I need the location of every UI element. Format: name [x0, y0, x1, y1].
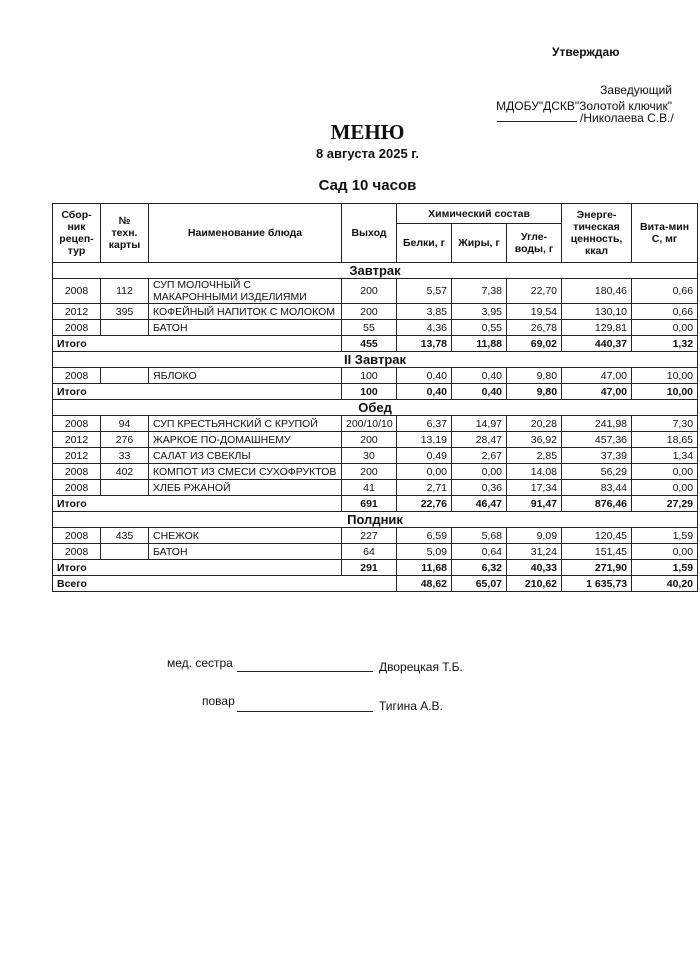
total-vitamin: 1,59: [632, 560, 698, 576]
table-row: [53, 279, 698, 304]
carbs-cell: 36,92: [507, 432, 562, 448]
yield-cell: 100: [342, 368, 397, 384]
card-cell: 276: [101, 432, 149, 448]
nurse-signature-line: [237, 671, 373, 672]
section-title: Завтрак: [53, 263, 698, 279]
energy-cell: 129,81: [562, 320, 632, 336]
collection-cell: 2008: [53, 416, 101, 432]
card-cell: 94: [101, 416, 149, 432]
table-row: [53, 320, 698, 336]
total-energy: 440,37: [562, 336, 632, 352]
carbs-cell: 26,78: [507, 320, 562, 336]
carbs-cell: 22,70: [507, 279, 562, 304]
protein-cell: 5,09: [397, 544, 452, 560]
carbs-cell: 20,28: [507, 416, 562, 432]
table-row: [53, 464, 698, 480]
total-fat: 6,32: [452, 560, 507, 576]
grand-total-carbs: 210,62: [507, 576, 562, 592]
dish-cell: БАТОН: [149, 544, 342, 560]
yield-cell: 200: [342, 304, 397, 320]
nurse-name: Дворецкая Т.Б.: [379, 660, 463, 674]
menu-body: [53, 263, 698, 592]
energy-cell: 56,29: [562, 464, 632, 480]
total-fat: 11,88: [452, 336, 507, 352]
total-row: [53, 496, 698, 512]
vitamin-cell: 7,30: [632, 416, 698, 432]
card-cell: [101, 368, 149, 384]
table-row: [53, 304, 698, 320]
vitamin-cell: 1,34: [632, 448, 698, 464]
total-row: [53, 384, 698, 400]
section-row: [53, 400, 698, 416]
total-row: [53, 560, 698, 576]
dish-cell: КОФЕЙНЫЙ НАПИТОК С МОЛОКОМ: [149, 304, 342, 320]
vitamin-cell: 0,00: [632, 320, 698, 336]
total-carbs: 69,02: [507, 336, 562, 352]
total-energy: 47,00: [562, 384, 632, 400]
vitamin-cell: 0,66: [632, 279, 698, 304]
total-vitamin: 10,00: [632, 384, 698, 400]
section-row: [53, 512, 698, 528]
table-row: [53, 528, 698, 544]
protein-cell: 0,49: [397, 448, 452, 464]
fat-cell: 28,47: [452, 432, 507, 448]
total-label: Итого: [53, 496, 342, 512]
collection-cell: 2012: [53, 304, 101, 320]
dish-cell: ХЛЕБ РЖАНОЙ: [149, 480, 342, 496]
collection-cell: 2008: [53, 279, 101, 304]
dish-cell: СНЕЖОК: [149, 528, 342, 544]
total-energy: 271,90: [562, 560, 632, 576]
protein-cell: 13,19: [397, 432, 452, 448]
vitamin-cell: 0,00: [632, 544, 698, 560]
nurse-role: мед. сестра: [167, 656, 233, 670]
yield-cell: 200: [342, 464, 397, 480]
approval-position: [496, 82, 672, 114]
dish-cell: СУП МОЛОЧНЫЙ С МАКАРОННЫМИ ИЗДЕЛИЯМИ: [149, 279, 342, 304]
energy-cell: 151,45: [562, 544, 632, 560]
grand-total-vitamin: 40,20: [632, 576, 698, 592]
card-cell: 33: [101, 448, 149, 464]
vitamin-cell: 10,00: [632, 368, 698, 384]
energy-cell: 130,10: [562, 304, 632, 320]
vitamin-cell: 0,00: [632, 464, 698, 480]
protein-cell: 0,40: [397, 368, 452, 384]
fat-cell: 0,00: [452, 464, 507, 480]
fat-cell: 3,95: [452, 304, 507, 320]
section-row: [53, 352, 698, 368]
protein-cell: 5,57: [397, 279, 452, 304]
collection-cell: 2008: [53, 544, 101, 560]
total-carbs: 40,33: [507, 560, 562, 576]
header-energy: Энерге-тическая ценность, ккал: [562, 204, 632, 263]
group-title: Сад 10 часов: [318, 177, 417, 194]
energy-cell: 241,98: [562, 416, 632, 432]
carbs-cell: 9,09: [507, 528, 562, 544]
dish-cell: СУП КРЕСТЬЯНСКИЙ С КРУПОЙ: [149, 416, 342, 432]
energy-cell: 37,39: [562, 448, 632, 464]
total-carbs: 91,47: [507, 496, 562, 512]
total-label: Итого: [53, 336, 342, 352]
energy-cell: 47,00: [562, 368, 632, 384]
total-label: Итого: [53, 560, 342, 576]
energy-cell: 457,36: [562, 432, 632, 448]
table-row: [53, 480, 698, 496]
menu-table: [52, 203, 698, 592]
dish-cell: БАТОН: [149, 320, 342, 336]
total-row: [53, 336, 698, 352]
cook-name: Тигина А.В.: [379, 699, 443, 713]
protein-cell: 2,71: [397, 480, 452, 496]
protein-cell: 6,59: [397, 528, 452, 544]
total-yield: 455: [342, 336, 397, 352]
total-yield: 100: [342, 384, 397, 400]
cook-signature-line: [237, 711, 373, 712]
fat-cell: 0,55: [452, 320, 507, 336]
section-title: II Завтрак: [53, 352, 698, 368]
yield-cell: 55: [342, 320, 397, 336]
header-yield: Выход: [342, 204, 397, 263]
total-protein: 22,76: [397, 496, 452, 512]
approval-position-line1: Заведующий: [600, 83, 672, 97]
total-fat: 46,47: [452, 496, 507, 512]
section-title: Обед: [53, 400, 698, 416]
dish-cell: ЖАРКОЕ ПО-ДОМАШНЕМУ: [149, 432, 342, 448]
fat-cell: 0,36: [452, 480, 507, 496]
card-cell: [101, 320, 149, 336]
yield-cell: 200: [342, 279, 397, 304]
approval-name: /Николаева С.В./: [580, 111, 674, 125]
yield-cell: 30: [342, 448, 397, 464]
approval-title: Утверждаю: [552, 45, 620, 59]
table-row: [53, 432, 698, 448]
total-protein: 11,68: [397, 560, 452, 576]
vitamin-cell: 0,66: [632, 304, 698, 320]
grand-total-row: [53, 576, 698, 592]
cook-role: повар: [202, 694, 235, 708]
collection-cell: 2008: [53, 368, 101, 384]
vitamin-cell: 1,59: [632, 528, 698, 544]
carbs-cell: 31,24: [507, 544, 562, 560]
total-fat: 0,40: [452, 384, 507, 400]
energy-cell: 180,46: [562, 279, 632, 304]
header-collection: Сбор-ник рецеп-тур: [53, 204, 101, 263]
table-row: [53, 448, 698, 464]
menu-title: МЕНЮ: [330, 120, 405, 144]
card-cell: 112: [101, 279, 149, 304]
header-carbs: Угле-воды, г: [507, 224, 562, 263]
fat-cell: 14,97: [452, 416, 507, 432]
collection-cell: 2008: [53, 464, 101, 480]
protein-cell: 0,00: [397, 464, 452, 480]
card-cell: 402: [101, 464, 149, 480]
header-card: № техн. карты: [101, 204, 149, 263]
card-cell: [101, 480, 149, 496]
carbs-cell: 2,85: [507, 448, 562, 464]
yield-cell: 64: [342, 544, 397, 560]
fat-cell: 7,38: [452, 279, 507, 304]
card-cell: 435: [101, 528, 149, 544]
total-yield: 291: [342, 560, 397, 576]
card-cell: [101, 544, 149, 560]
yield-cell: 200: [342, 432, 397, 448]
carbs-cell: 14,08: [507, 464, 562, 480]
vitamin-cell: 0,00: [632, 480, 698, 496]
dish-cell: ЯБЛОКО: [149, 368, 342, 384]
section-title: Полдник: [53, 512, 698, 528]
section-row: [53, 263, 698, 279]
fat-cell: 0,64: [452, 544, 507, 560]
fat-cell: 2,67: [452, 448, 507, 464]
total-protein: 13,78: [397, 336, 452, 352]
total-vitamin: 27,29: [632, 496, 698, 512]
carbs-cell: 9,80: [507, 368, 562, 384]
fat-cell: 0,40: [452, 368, 507, 384]
energy-cell: 120,45: [562, 528, 632, 544]
header-chem: Химический состав: [397, 204, 562, 224]
total-protein: 0,40: [397, 384, 452, 400]
energy-cell: 83,44: [562, 480, 632, 496]
carbs-cell: 19,54: [507, 304, 562, 320]
total-carbs: 9,80: [507, 384, 562, 400]
table-row: [53, 544, 698, 560]
approval-position-line2: МДОБУ"ДСКВ"Золотой ключик": [496, 99, 672, 113]
header-protein: Белки, г: [397, 224, 452, 263]
table-row: [53, 416, 698, 432]
yield-cell: 41: [342, 480, 397, 496]
fat-cell: 5,68: [452, 528, 507, 544]
header-vitamin: Вита-мин С, мг: [632, 204, 698, 263]
table-row: [53, 368, 698, 384]
total-yield: 691: [342, 496, 397, 512]
total-energy: 876,46: [562, 496, 632, 512]
total-vitamin: 1,32: [632, 336, 698, 352]
total-label: Итого: [53, 384, 342, 400]
yield-cell: 227: [342, 528, 397, 544]
yield-cell: 200/10/10: [342, 416, 397, 432]
collection-cell: 2008: [53, 320, 101, 336]
card-cell: 395: [101, 304, 149, 320]
grand-total-energy: 1 635,73: [562, 576, 632, 592]
collection-cell: 2012: [53, 432, 101, 448]
grand-total-label: Всего: [53, 576, 397, 592]
grand-total-fat: 65,07: [452, 576, 507, 592]
grand-total-protein: 48,62: [397, 576, 452, 592]
header-dish: Наименование блюда: [149, 204, 342, 263]
dish-cell: САЛАТ ИЗ СВЕКЛЫ: [149, 448, 342, 464]
collection-cell: 2012: [53, 448, 101, 464]
protein-cell: 6,37: [397, 416, 452, 432]
carbs-cell: 17,34: [507, 480, 562, 496]
header-fat: Жиры, г: [452, 224, 507, 263]
protein-cell: 4,36: [397, 320, 452, 336]
vitamin-cell: 18,65: [632, 432, 698, 448]
collection-cell: 2008: [53, 528, 101, 544]
dish-cell: КОМПОТ ИЗ СМЕСИ СУХОФРУКТОВ: [149, 464, 342, 480]
protein-cell: 3,85: [397, 304, 452, 320]
menu-date: 8 августа 2025 г.: [315, 146, 420, 161]
collection-cell: 2008: [53, 480, 101, 496]
